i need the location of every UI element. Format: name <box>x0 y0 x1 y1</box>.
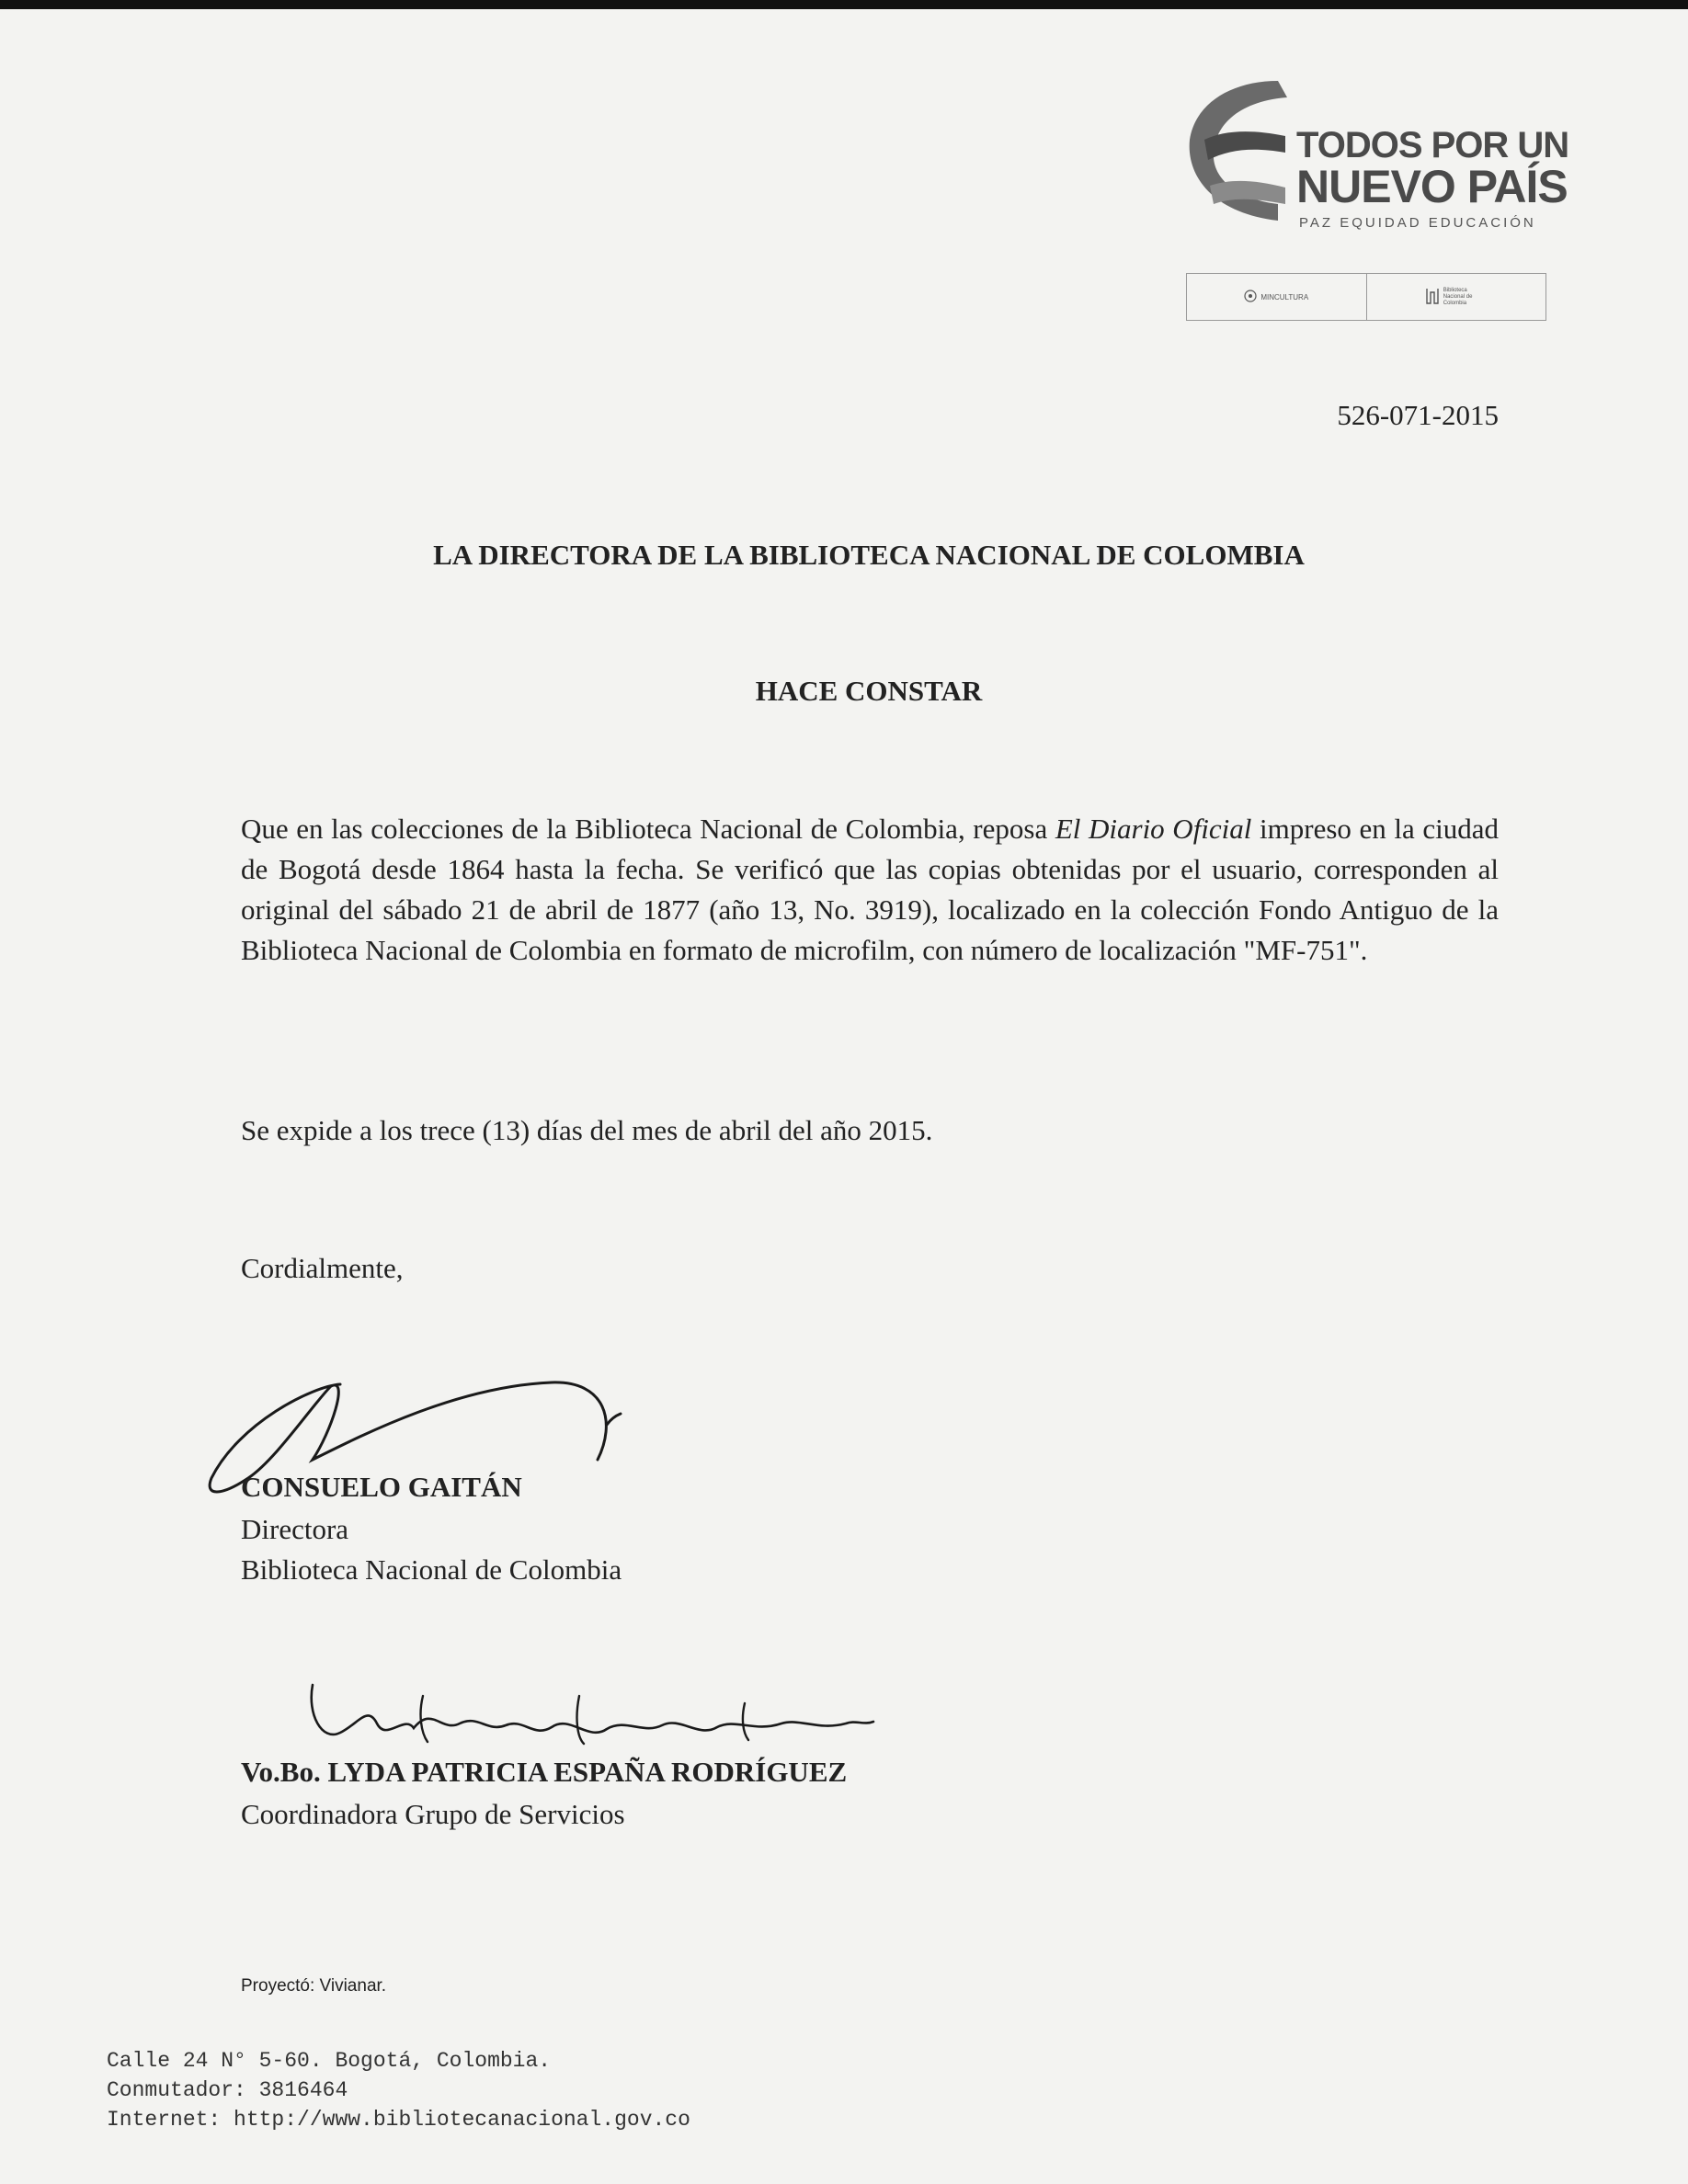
top-border <box>0 0 1688 9</box>
partner-label: MINCULTURA <box>1260 292 1309 301</box>
signature-lyda <box>303 1678 892 1760</box>
government-swoosh-icon <box>1177 75 1296 232</box>
logo-line2: NUEVO PAÍS <box>1296 161 1568 212</box>
mincultura-icon <box>1244 290 1257 304</box>
biblioteca-icon <box>1425 287 1440 307</box>
partner-logos <box>1186 273 1546 321</box>
partner-mincultura <box>1187 274 1366 320</box>
signatory-name: CONSUELO GAITÁN <box>241 1471 522 1503</box>
footer-internet: Internet: http://www.bibliotecanacional.gov.co <box>107 2108 690 2132</box>
footer-phone: Conmutador: 3816464 <box>107 2078 348 2102</box>
footer-address: Calle 24 N° 5-60. Bogotá, Colombia. <box>107 2049 552 2073</box>
issued-statement: Se expide a los trece (13) días del mes de abril del año 2015. <box>241 1114 933 1146</box>
partner-biblioteca <box>1366 274 1546 320</box>
logo-tagline: PAZ EQUIDAD EDUCACIÓN <box>1299 215 1536 231</box>
body-paragraph <box>241 809 1499 971</box>
approval-role: Coordinadora Grupo de Servicios <box>241 1798 625 1830</box>
partner-label: Biblioteca Nacional de Colombia <box>1443 287 1473 306</box>
government-logo <box>1177 75 1569 241</box>
logo-line1: TODOS POR UN <box>1296 125 1569 165</box>
projected-by: Proyectó: Vivianar. <box>241 1976 387 1996</box>
document-title: LA DIRECTORA DE LA BIBLIOTECA NACIONAL DE COLOMBIA <box>433 539 1305 571</box>
closing: Cordialmente, <box>241 1252 404 1284</box>
body-text: impreso en la ciudad de Bogotá desde 1864 hasta la fecha. Se verificó que las copias obtenidas por el usuario, corresponden al original del sábado 21 de abril de 1877 (año 13, No. 3919), localizado en la colección Fondo Antiguo de la Biblioteca Nacional de Colombia en formato de microfilm, con número de localización "MF-751". <box>241 813 1500 966</box>
signatory-role: Directora <box>241 1513 349 1545</box>
signatory-org: Biblioteca Nacional de Colombia <box>241 1553 622 1586</box>
body-text: Que en las colecciones de la Biblioteca Nacional de Colombia, reposa <box>241 813 1055 845</box>
reference-number: 526-071-2015 <box>1337 399 1499 431</box>
publication-title: El Diario Oficial <box>1055 813 1252 845</box>
document-subtitle: HACE CONSTAR <box>755 675 983 707</box>
footer <box>107 2046 690 2134</box>
approval-name: Vo.Bo. LYDA PATRICIA ESPAÑA RODRÍGUEZ <box>241 1756 848 1788</box>
